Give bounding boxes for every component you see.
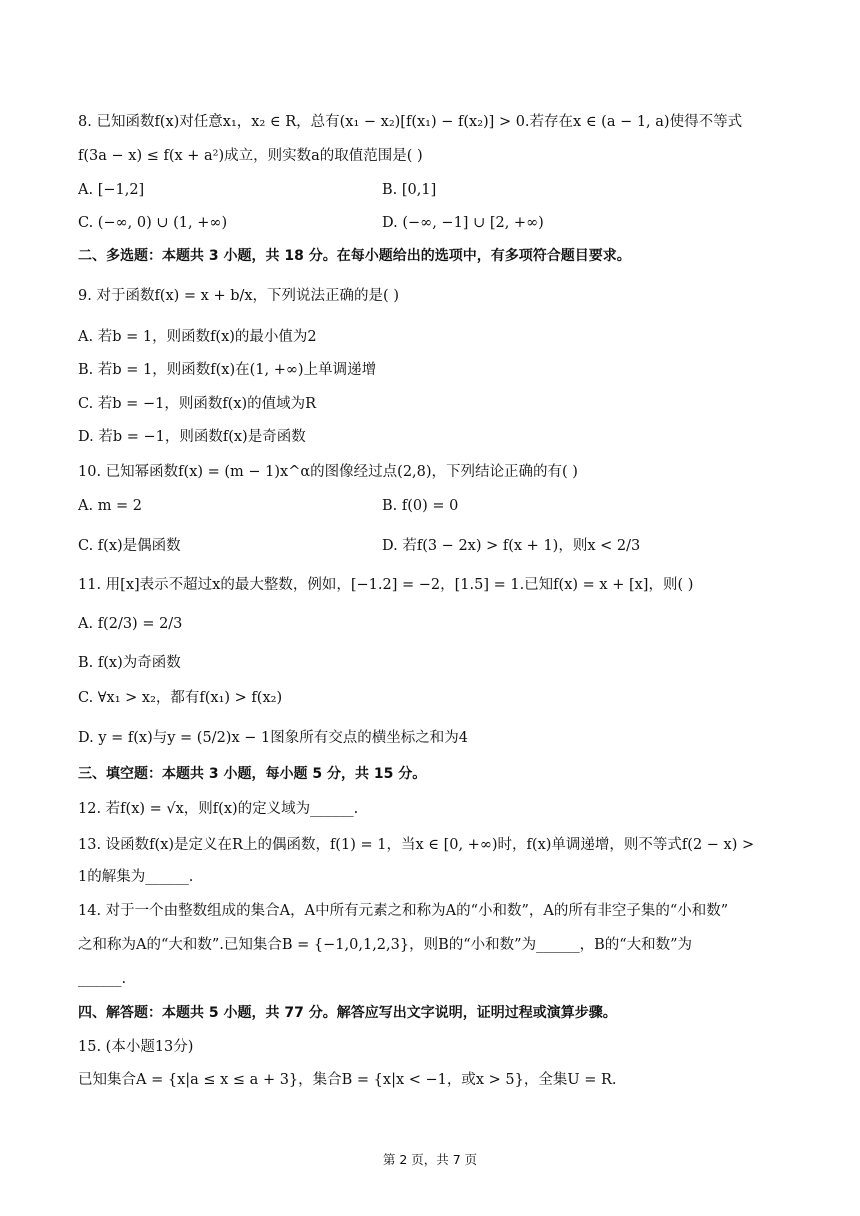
section-2-heading: 二、多选题：本题共 3 小题，共 18 分。在每小题给出的选项中，有多项符合题目要求。 xyxy=(78,248,631,264)
page-footer: 第 2 页，共 7 页 xyxy=(382,1152,478,1167)
q10-option-a: A. m = 2 xyxy=(78,498,143,514)
q11-stem: 11. 用[x]表示不超过x的最大整数，例如，[−1.2] = −2，[1.5] = 1.已知f(x) = x + [x]，则( ) xyxy=(78,577,694,593)
q9-option-b: B. 若b = 1，则函数f(x)在(1, +∞)上单调递增 xyxy=(78,362,377,378)
q13-line-1: 13. 设函数f(x)是定义在R上的偶函数，f(1) = 1，当x ∈ [0, +∞)时，f(x)单调递增，则不等式f(2 − x) > xyxy=(78,837,755,853)
q8-option-b: B. [0,1] xyxy=(382,182,437,198)
q14-line-1: 14. 对于一个由整数组成的集合A，A中所有元素之和称为A的“小和数”，A的所有非空子集的“小和数” xyxy=(78,903,729,919)
q8-option-d: D. (−∞, −1] ∪ [2, +∞) xyxy=(382,215,544,231)
q8-option-c: C. (−∞, 0) ∪ (1, +∞) xyxy=(78,215,228,231)
q10-option-d: D. 若f(3 − 2x) > f(x + 1)，则x < 2/3 xyxy=(382,538,641,554)
q15-stem: 已知集合A = {x|a ≤ x ≤ a + 3}，集合B = {x|x < −1，或x > 5}，全集U = R. xyxy=(78,1072,617,1088)
q10-option-c: C. f(x)是偶函数 xyxy=(78,538,181,554)
q8-stem-line-1: 8. 已知函数f(x)对任意x₁，x₂ ∈ R，总有(x₁ − x₂)[f(x₁) − f(x₂)] > 0.若存在x ∈ (a − 1, a)使得不等式 xyxy=(78,114,743,130)
q11-option-d: D. y = f(x)与y = (5/2)x − 1图象所有交点的横坐标之和为4 xyxy=(78,730,468,746)
section-4-heading: 四、解答题：本题共 5 小题，共 77 分。解答应写出文字说明，证明过程或演算步骤。 xyxy=(78,1005,617,1021)
q14-line-3: ______. xyxy=(78,971,127,987)
q11-option-c: C. ∀x₁ > x₂，都有f(x₁) > f(x₂) xyxy=(78,690,283,706)
q9-option-d: D. 若b = −1，则函数f(x)是奇函数 xyxy=(78,429,306,445)
q12-stem: 12. 若f(x) = √x，则f(x)的定义域为______. xyxy=(78,801,359,817)
q15-header: 15. (本小题13分) xyxy=(78,1039,194,1055)
q14-line-2: 之和称为A的“大和数”.已知集合B = {−1,0,1,2,3}，则B的“小和数”为______，B的“大和数”为 xyxy=(78,937,693,953)
q13-line-2: 1的解集为______. xyxy=(78,869,194,885)
q9-stem: 9. 对于函数f(x) = x + b/x，下列说法正确的是( ) xyxy=(78,288,399,304)
q10-stem: 10. 已知幂函数f(x) = (m − 1)x^α的图像经过点(2,8)，下列结论正确的有( ) xyxy=(78,464,578,480)
q11-option-a: A. f(2/3) = 2/3 xyxy=(78,616,183,632)
q8-option-a: A. [−1,2] xyxy=(78,182,145,198)
q10-option-b: B. f(0) = 0 xyxy=(382,498,459,514)
q11-option-b: B. f(x)为奇函数 xyxy=(78,655,181,671)
q8-stem-line-2: f(3a − x) ≤ f(x + a²)成立，则实数a的取值范围是( ) xyxy=(78,148,423,164)
q9-option-a: A. 若b = 1，则函数f(x)的最小值为2 xyxy=(78,329,317,345)
section-3-heading: 三、填空题：本题共 3 小题，每小题 5 分，共 15 分。 xyxy=(78,766,427,782)
q9-option-c: C. 若b = −1，则函数f(x)的值域为R xyxy=(78,396,317,412)
